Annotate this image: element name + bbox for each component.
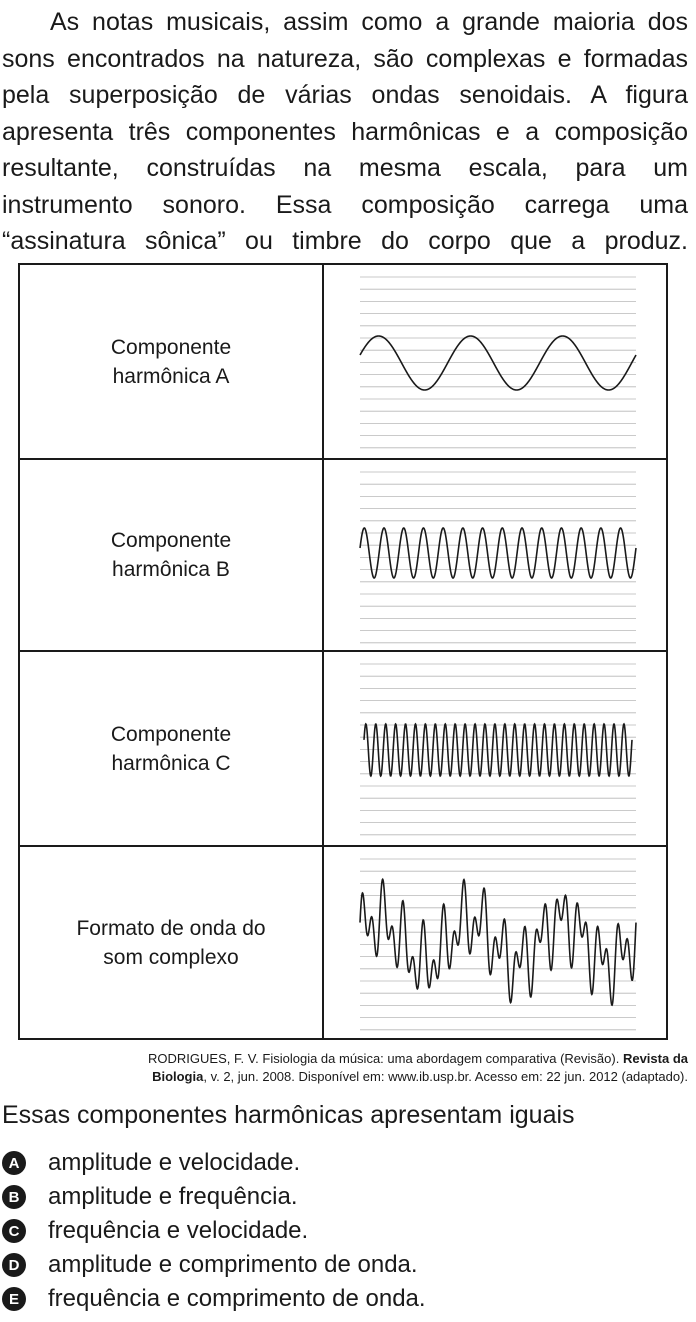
harmonic-a-curve — [360, 336, 636, 390]
harmonic-b-wave — [324, 460, 666, 650]
answer-options — [2, 1146, 426, 1316]
row-label-line2: harmônica C — [111, 751, 231, 775]
citation-text: RODRIGUES, F. V. Fisiologia da música: uma abordagem comparativa (Revisão). — [148, 1051, 623, 1066]
complex-curve — [360, 879, 636, 1005]
journal-name: Revista da — [622, 1051, 688, 1066]
intro-paragraph: As notas musicais, assim como a grande maioria dos sons encontrados na natureza, são complexas e formadas pela superposição de várias ondas senoidais. A figura apresenta três componentes harmônicas e a composição resultante, construídas na mesma escala, para um instrumento sonoro. Essa composição carrega uma “assinatura sônica” ou timbre do corpo que a produz. — [2, 8, 688, 255]
option-a[interactable] — [2, 1146, 426, 1180]
table-row-c — [20, 652, 666, 847]
table-row-a — [20, 265, 666, 460]
option-text: amplitude e comprimento de onda. — [48, 1251, 418, 1278]
harmonic-a-wave — [324, 265, 666, 458]
option-text: amplitude e frequência. — [48, 1183, 298, 1210]
label-cell — [20, 265, 324, 458]
row-label-line2: harmônica B — [112, 558, 230, 581]
row-label-line1: Componente — [110, 722, 232, 746]
harmonic-c-curve — [364, 724, 632, 776]
complex-wave — [324, 847, 666, 1038]
row-label-line2: som complexo — [103, 945, 239, 969]
question-stem: Essas componentes harmônicas apresentam iguais — [2, 1101, 575, 1129]
wave-cell — [324, 652, 666, 845]
harmonic-c-wave — [324, 652, 666, 845]
table-row-complex — [20, 847, 666, 1038]
option-d[interactable] — [2, 1248, 426, 1282]
option-letter-badge: C — [2, 1219, 26, 1243]
harmonic-b-curve — [360, 528, 636, 578]
option-c[interactable] — [2, 1214, 426, 1248]
row-label-line1: Componente — [110, 529, 232, 552]
label-cell — [20, 847, 324, 1038]
option-e[interactable] — [2, 1282, 426, 1316]
option-b[interactable] — [2, 1180, 426, 1214]
citation-text: , v. 2, jun. 2008. Disponível em: www.ib.usp.br. Acesso em: 22 jun. 2012 (adaptado). — [203, 1069, 688, 1084]
row-label-line1: Formato de onda do — [76, 916, 266, 940]
option-text: frequência e velocidade. — [48, 1217, 309, 1244]
table-row-b — [20, 460, 666, 652]
option-text: amplitude e velocidade. — [48, 1149, 301, 1176]
option-letter-badge: D — [2, 1253, 26, 1277]
harmonics-table — [18, 263, 668, 1040]
label-cell — [20, 652, 324, 845]
wave-cell — [324, 847, 666, 1038]
source-citation — [8, 1050, 688, 1086]
option-letter-badge: A — [2, 1151, 26, 1175]
label-cell — [20, 460, 324, 650]
option-letter-badge: E — [2, 1287, 26, 1311]
row-label-line1: Componente — [110, 335, 232, 359]
option-letter-badge: B — [2, 1185, 26, 1209]
wave-cell — [324, 265, 666, 458]
wave-cell — [324, 460, 666, 650]
journal-name: Biologia — [152, 1069, 204, 1084]
row-label-line2: harmônica A — [112, 364, 230, 388]
option-text: frequência e comprimento de onda. — [48, 1285, 426, 1312]
